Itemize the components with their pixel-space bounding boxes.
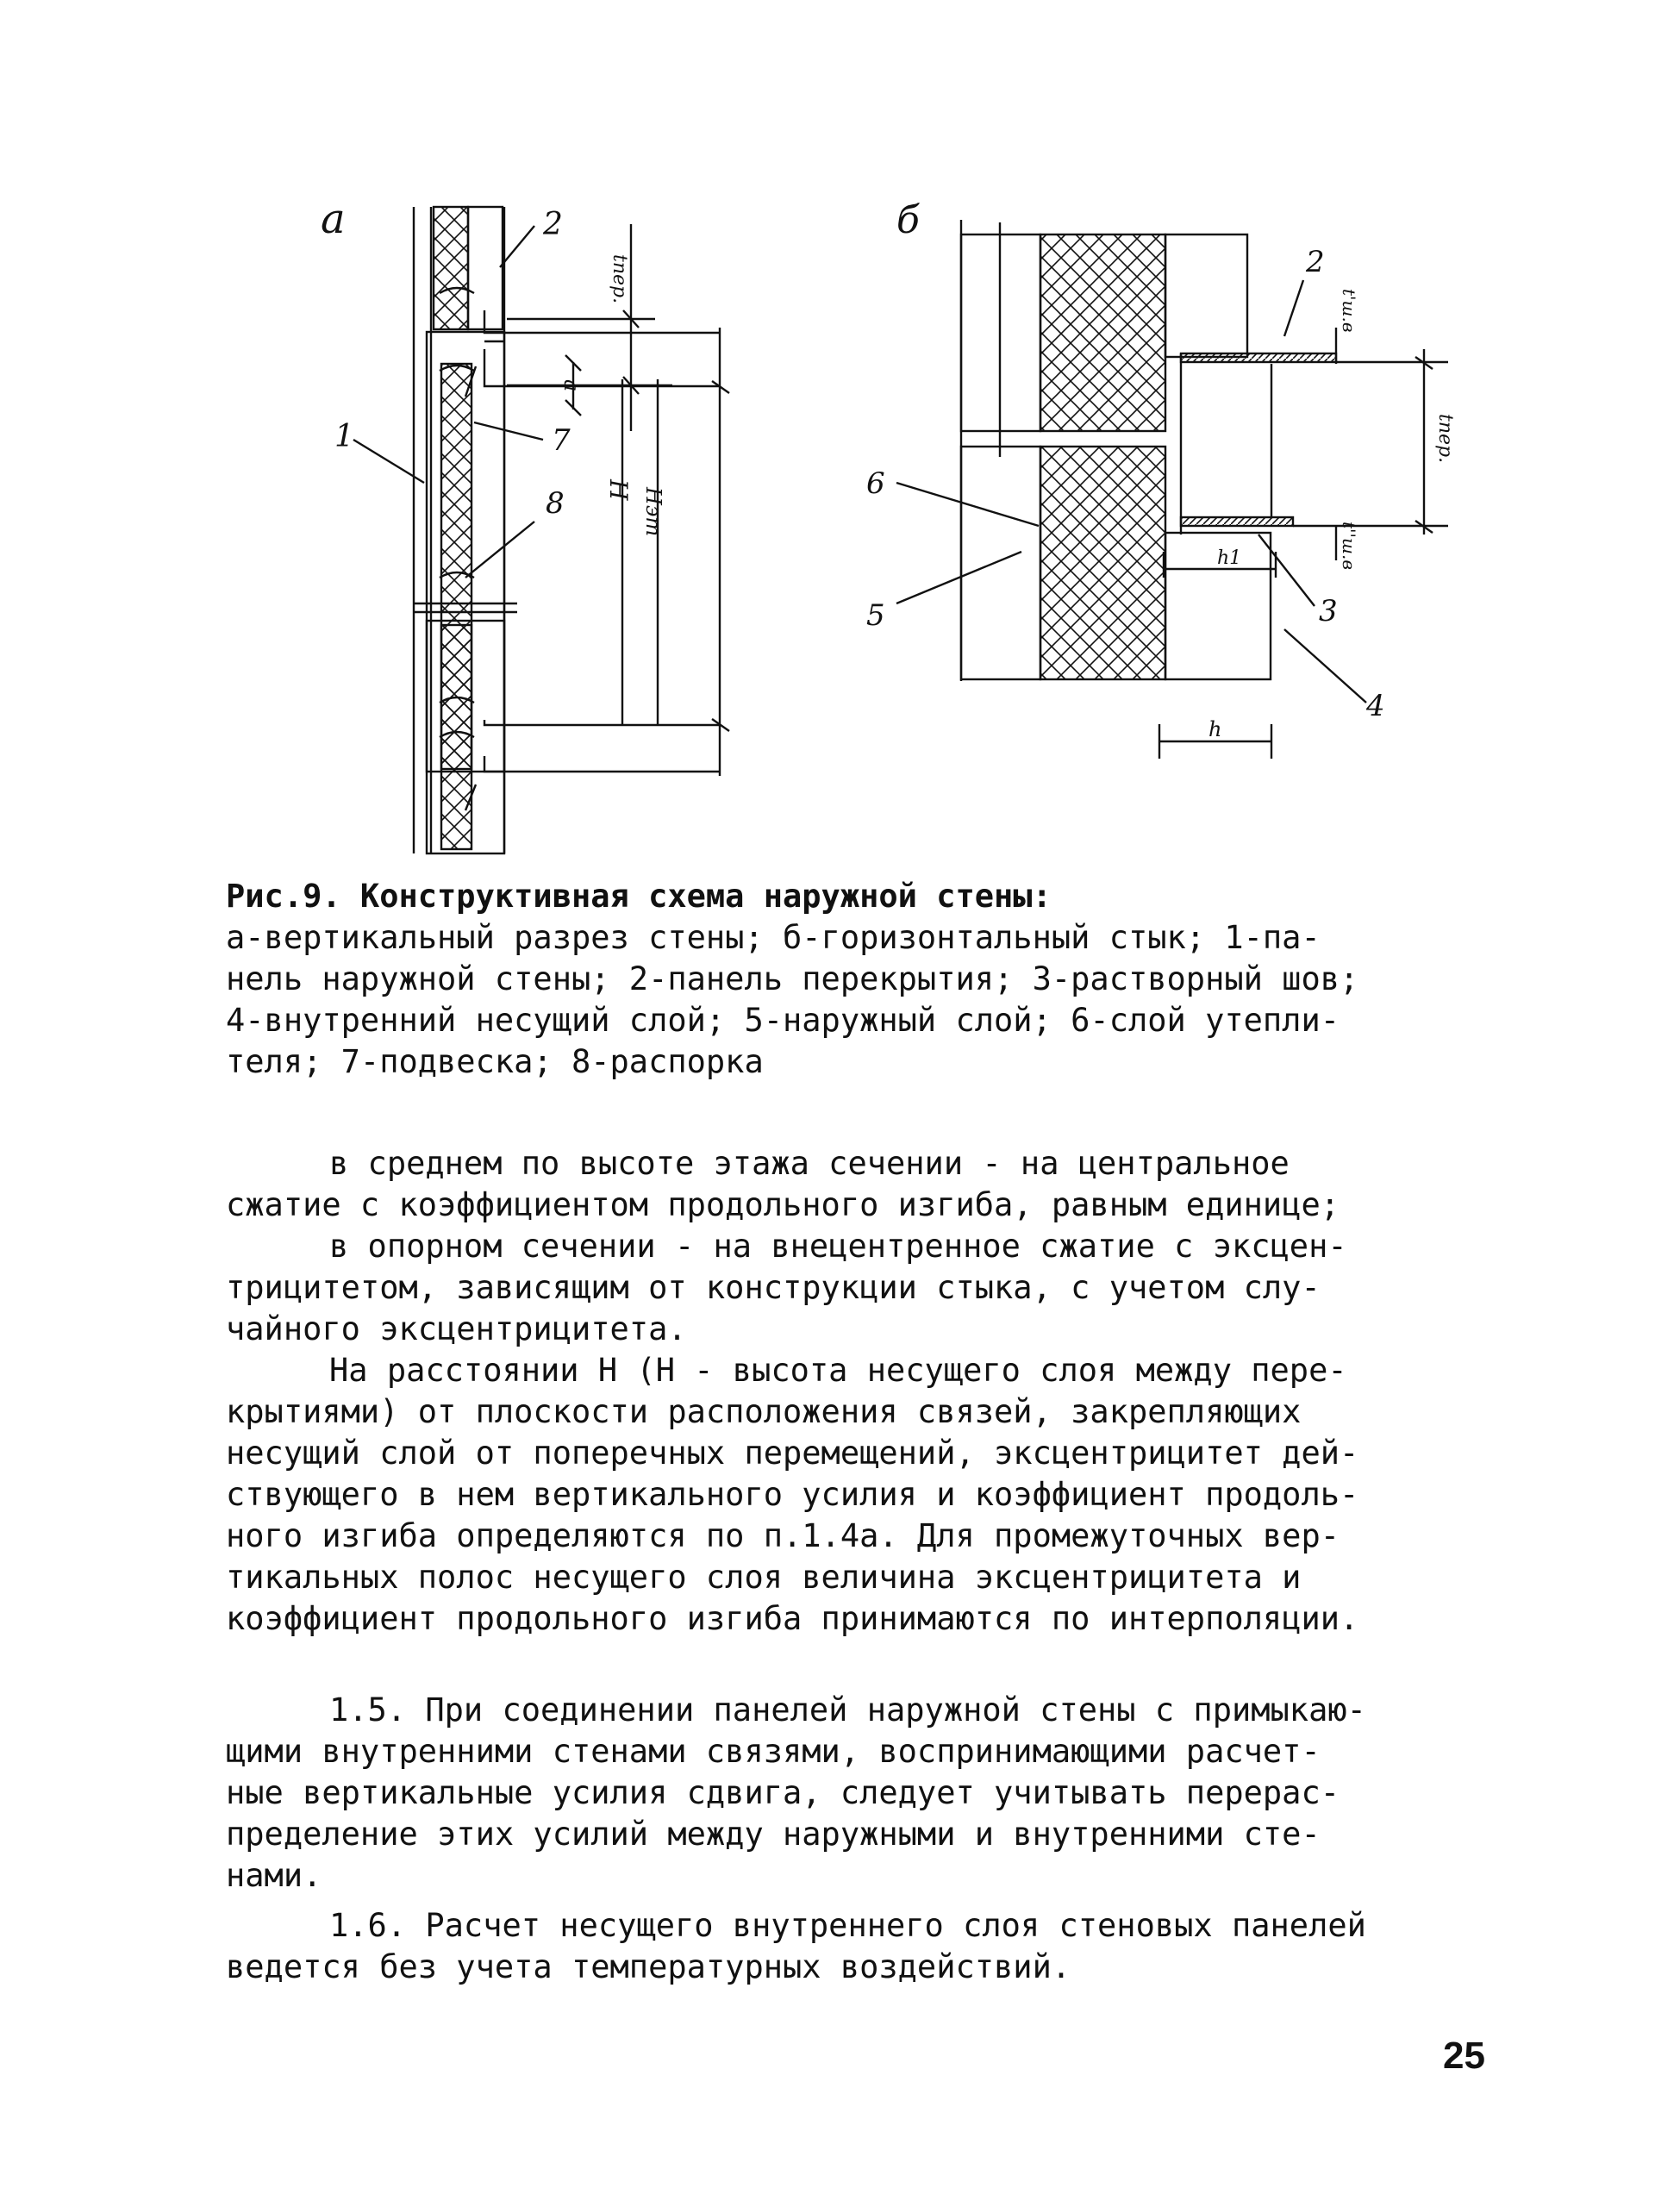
text-line: ные вертикальные усилия сдвига, следует учитывать перерас- <box>226 1774 1340 1811</box>
callout-b-6: 6 <box>866 466 885 501</box>
dim-a-a: a <box>559 379 584 392</box>
callout-a-2: 2 <box>543 207 563 242</box>
text-line: крытиями) от плоскости расположения связей, закрепляющих <box>226 1393 1302 1430</box>
figure-label-b: б <box>896 198 920 242</box>
callout-a-1: 1 <box>334 419 354 454</box>
section-1-6 <box>226 1905 1493 1988</box>
text-line: несущий слой от поперечных перемещений, эксцентрицитет дей- <box>226 1435 1359 1472</box>
text-line: в среднем по высоте этажа сечении - на центральное <box>329 1145 1290 1182</box>
text-line: ного изгиба определяются по п.1.4а. Для промежуточных вер- <box>226 1517 1340 1554</box>
text-line: ствующего в нем вертикального усилия и коэффициент продоль- <box>226 1476 1359 1513</box>
callout-b-3: 3 <box>1319 594 1338 628</box>
text-line: сжатие с коэффициентом продольного изгиба, равным единице; <box>226 1186 1340 1223</box>
dim-b-tshv2: t''ш.в <box>1339 522 1359 570</box>
text-line: чайного эксцентрицитета. <box>226 1310 687 1347</box>
caption-line: теля; 7-подвеска; 8-распорка <box>226 1043 764 1080</box>
callout-b-5: 5 <box>866 598 885 633</box>
section-b <box>896 220 1448 759</box>
text-line: трицитетом, зависящим от конструкции стыка, с учетом слу- <box>226 1269 1321 1306</box>
dim-a-tper: tпер. <box>609 254 630 304</box>
text-line: На расстоянии H (H - высота несущего слоя между пере- <box>329 1352 1347 1389</box>
dim-b-tper: tпер. <box>1434 414 1456 464</box>
section-1-5 <box>226 1690 1493 1897</box>
callout-a-8: 8 <box>546 486 565 521</box>
callout-b-2: 2 <box>1306 245 1325 279</box>
dim-b-h: h <box>1208 717 1222 741</box>
text-line: 1.5. При соединении панелей наружной стены с примыкаю- <box>329 1691 1366 1729</box>
wall-construction-figure <box>293 172 1517 862</box>
page-number: 25 <box>1443 2035 1485 2077</box>
callout-a-7: 7 <box>552 423 571 458</box>
caption-line: а-вертикальный разрез стены; б-горизонтальный стык; 1-па- <box>226 919 1321 956</box>
section-a <box>353 207 729 853</box>
body-text <box>226 1143 1493 1640</box>
figure-label-a: а <box>321 195 346 243</box>
text-line: нами. <box>226 1857 322 1894</box>
dim-b-tshv1: t'ш.в <box>1339 289 1359 333</box>
text-line: коэффициент продольного изгиба принимаются по интерполяции. <box>226 1600 1359 1637</box>
text-line: в опорном сечении - на внецентренное сжатие с эксцен- <box>329 1228 1347 1265</box>
text-line: щими внутренними стенами связями, воспринимающими расчет- <box>226 1733 1321 1770</box>
dim-b-h1: h1 <box>1217 547 1242 569</box>
text-line: тикальных полос несущего слоя величина эксцентрицитета и <box>226 1559 1302 1596</box>
dim-a-H: H <box>604 479 633 501</box>
caption-line: нель наружной стены; 2-панель перекрытия; 3-растворный шов; <box>226 960 1359 997</box>
caption-title: Рис.9. Конструктивная схема наружной стены: <box>226 878 1052 915</box>
callout-b-4: 4 <box>1366 689 1385 723</box>
dim-a-Het: Hэт <box>641 487 665 537</box>
text-line: пределение этих усилий между наружными и внутренними сте- <box>226 1816 1321 1853</box>
caption-line: 4-внутренний несущий слой; 5-наружный слой; 6-слой утепли- <box>226 1002 1340 1039</box>
text-line: ведется без учета температурных воздействий. <box>226 1948 1071 1985</box>
text-line: 1.6. Расчет несущего внутреннего слоя стеновых панелей <box>329 1907 1366 1944</box>
figure-caption <box>226 876 1493 1083</box>
